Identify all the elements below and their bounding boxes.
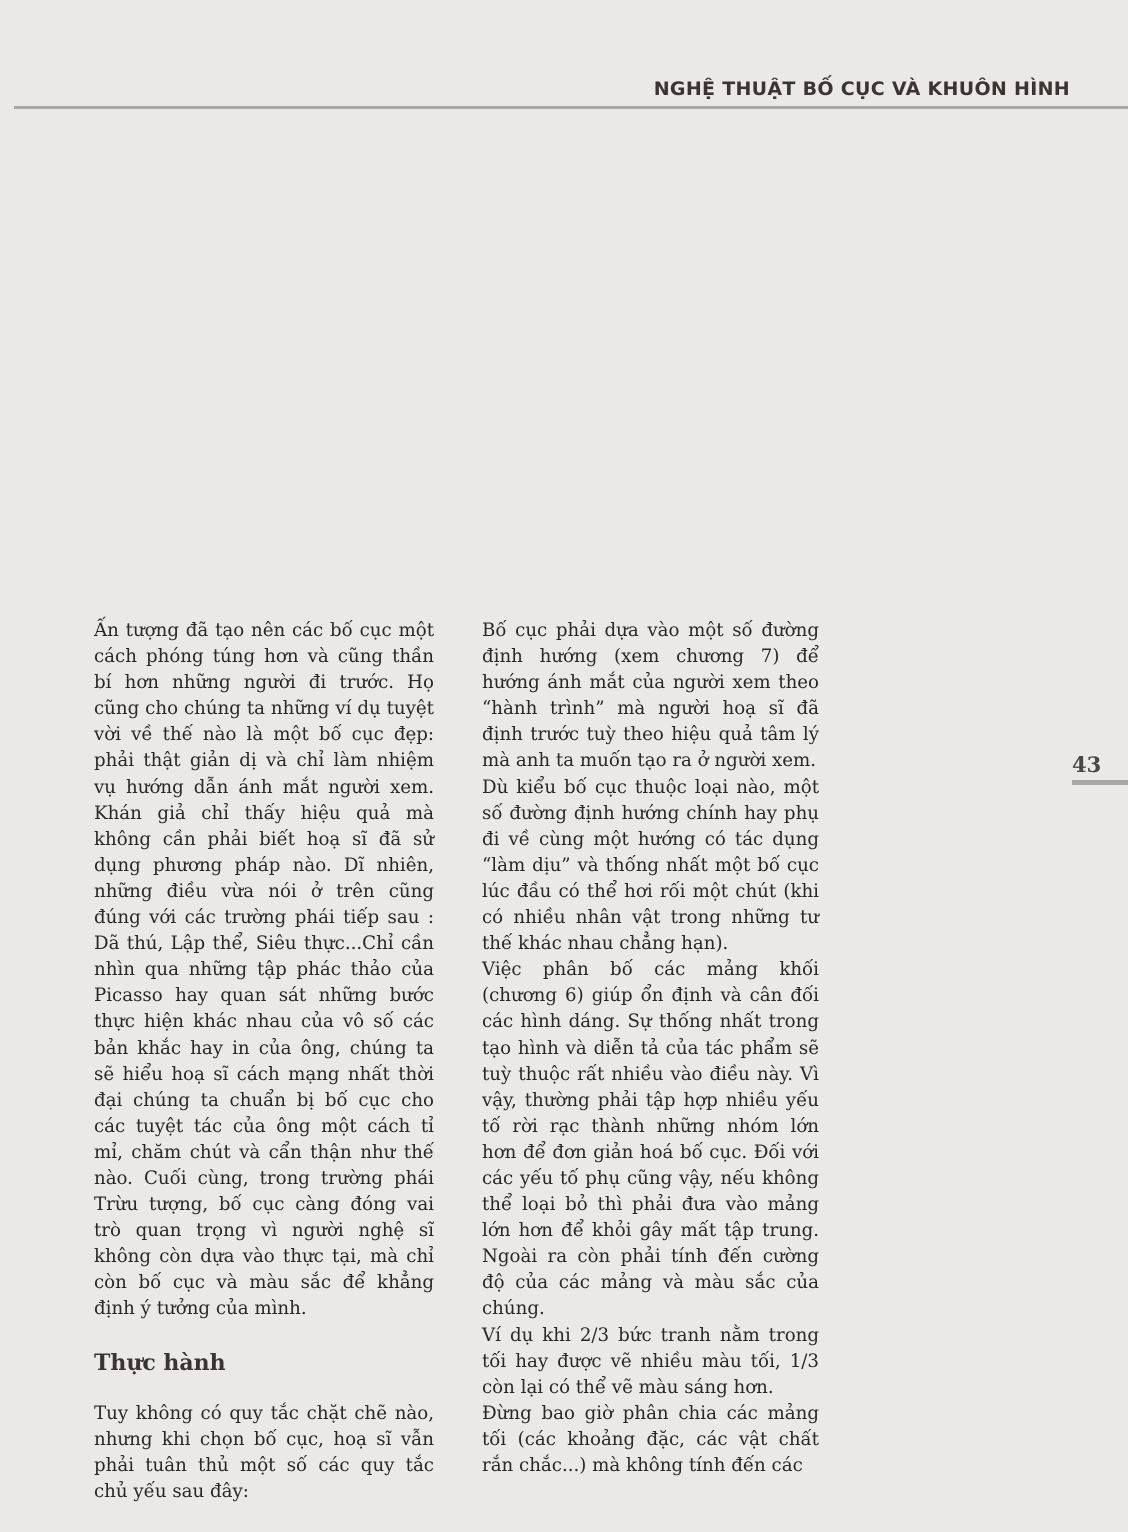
header-rule xyxy=(14,106,1128,109)
right-column xyxy=(482,618,819,1479)
right-paragraph-5: Đừng bao giờ phân chia các mảng tối (các khoảng đặc, các vật chất rắn chắc...) mà không tính đến các xyxy=(482,1402,819,1476)
left-paragraph-1: Ấn tượng đã tạo nên các bố cục một cách phóng túng hơn và cũng thần bí hơn những người đi trước. Họ cũng cho chúng ta những ví dụ tuyệt vời về thế nào là một bố cục đẹp: phải thật giản dị và chỉ làm nhiệm vụ hướng dẫn ánh mắt người xem. Khán giả chỉ thấy hiệu quả mà không cần phải biết hoạ sĩ đã sử dụng phương pháp nào. Dĩ nhiên, những điều vừa nói ở trên cũng đúng với các trường phái tiếp sau : Dã thú, Lập thể, Siêu thực...Chỉ cần nhìn qua những tập phác thảo của Picasso hay quan sát những bước thực hiện khác nhau của vô số các bản khắc hay in của ông, chúng ta sẽ hiểu hoạ sĩ cách mạng nhất thời đại chúng ta chuẩn bị bố cục cho các tuyệt tác của ông một cách tỉ mỉ, chăm chút và cẩn thận như thế nào. Cuối cùng, trong trường phái Trừu tượng, bố cục càng đóng vai trò quan trọng vì người nghệ sĩ không còn dựa vào thực tại, mà chỉ còn bố cục và màu sắc để khẳng định ý tưởng của mình. xyxy=(94,620,434,1320)
page-number: 43 xyxy=(1072,752,1102,777)
right-paragraph-1: Bố cục phải dựa vào một số đường định hướng (xem chương 7) để hướng ánh mắt của người xem theo “hành trình” mà người hoạ sĩ đã định trước tuỳ theo hiệu quả tâm lý mà anh ta muốn tạo ra ở người xem. xyxy=(482,620,819,772)
right-paragraph-3: Việc phân bố các mảng khối (chương 6) giúp ổn định và cân đối các hình dáng. Sự thống nhất trong tạo hình và diễn tả của tác phẩm sẽ tuỳ thuộc rất nhiều vào điều này. Vì vậy, thường phải tập hợp nhiều yếu tố rời rạc thành những nhóm lớn hơn để đơn giản hoá bố cục. Đối với các yếu tố phụ cũng vậy, nếu không thể loại bỏ thì phải đưa vào mảng lớn hơn để khỏi gây mất tập trung. Ngoài ra còn phải tính đến cường độ của các mảng và màu sắc của chúng. xyxy=(482,959,819,1320)
left-paragraph-2: Tuy không có quy tắc chặt chẽ nào, nhưng khi chọn bố cục, hoạ sĩ vẫn phải tuân thủ một số các quy tắc chủ yếu sau đây: xyxy=(94,1402,434,1502)
left-column xyxy=(94,618,434,1505)
section-heading: Thực hành xyxy=(94,1349,226,1376)
page-number-tab xyxy=(1072,780,1128,785)
running-head: NGHỆ THUẬT BỐ CỤC VÀ KHUÔN HÌNH xyxy=(653,78,1070,100)
right-paragraph-4: Ví dụ khi 2/3 bức tranh nằm trong tối hay được vẽ nhiều màu tối, 1/3 còn lại có thể vẽ màu sáng hơn. xyxy=(482,1324,819,1398)
right-paragraph-2: Dù kiểu bố cục thuộc loại nào, một số đường định hướng chính hay phụ đi về cùng một hướng có tác dụng “làm dịu” và thống nhất một bố cục lúc đầu có thể hơi rối một chút (khi có nhiều nhân vật trong những tư thế khác nhau chẳng hạn). xyxy=(482,776,819,955)
